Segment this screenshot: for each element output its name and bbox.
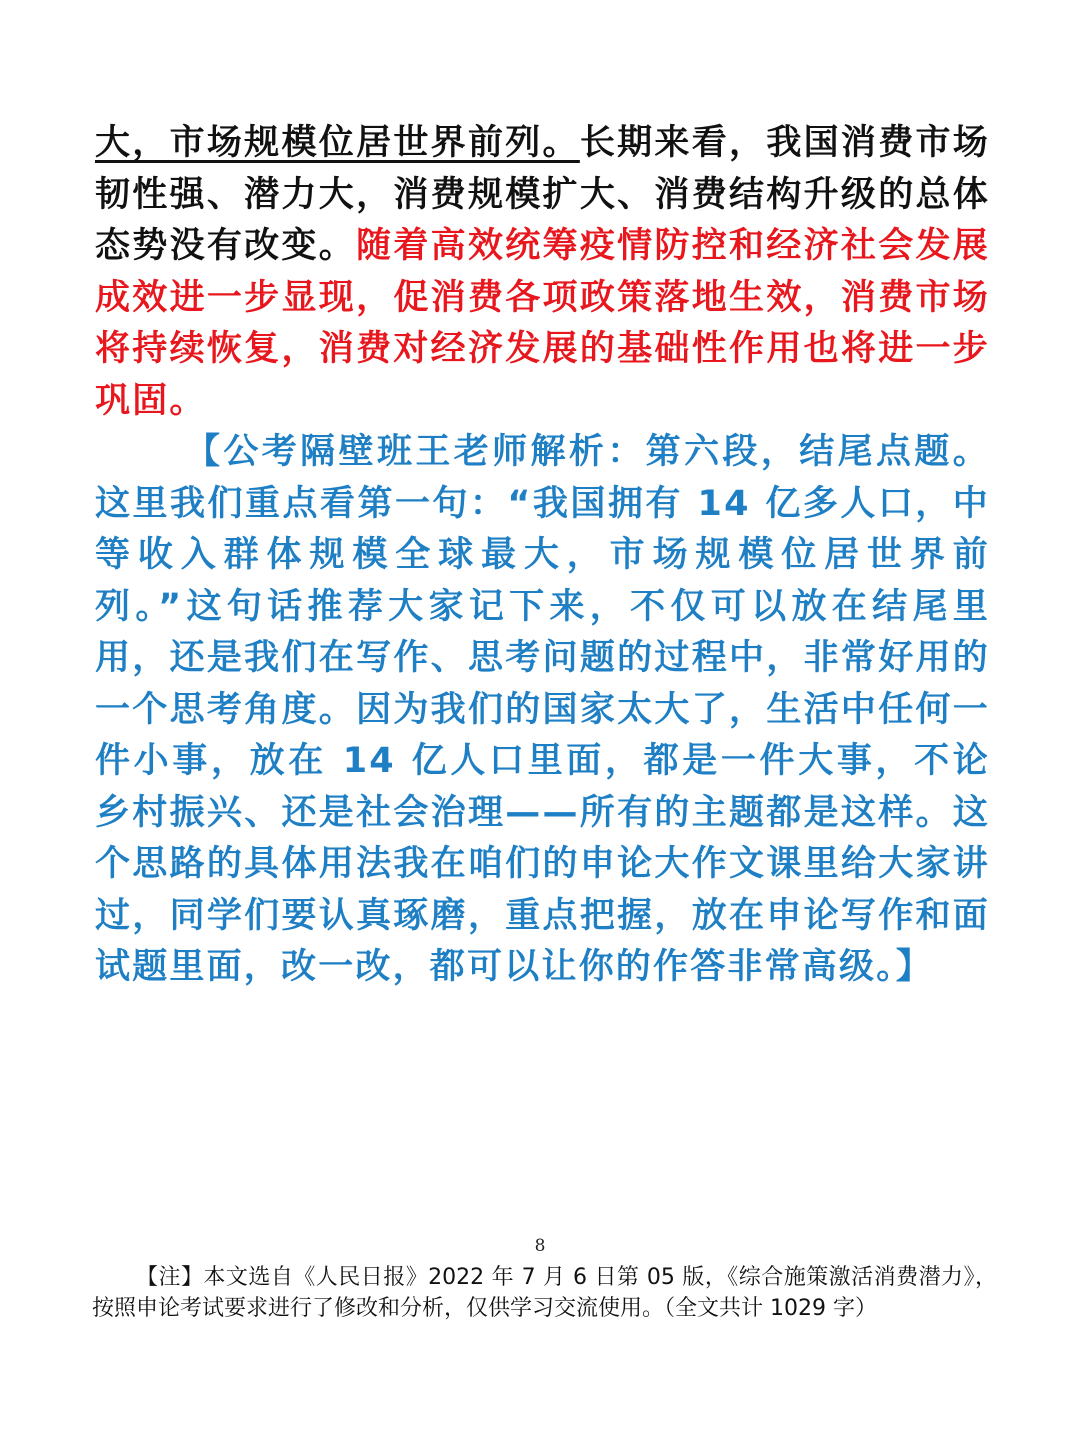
- page-number: 8: [534, 1236, 546, 1256]
- highlighted-sentence: 随着高效统筹疫情防控和经济社会发展成效进一步显现，促消费各项政策落地生效，消费市场将持续恢复，消费对经济发展的基础性作用也将进一步巩固。: [95, 226, 991, 421]
- teacher-analysis: 【公考隔壁班王老师解析：第六段，结尾点题。这里我们重点看第一句：“我国拥有 14 亿多人口，中等收入群体规模全球最大，市场规模位居世界前列。”这句话推荐大家记下来，不仅可以放在结尾里用，还是我们在写作、思考问题的过程中，非常好用的一个思考角度。因为我们的国家太大了，生活中任何一件小事，放在 14 亿人口里面，都是一件大事，不论乡村振兴、还是社会治理——所有的主题都是这样。这个思路的具体用法我在咱们的申论大作文课里给大家讲过，同学们要认真琢磨，重点把握，放在申论写作和面试题里面，改一改，都可以让你的作答非常高级。】: [95, 432, 990, 987]
- body-sentence: 长期来看，我国消费市场韧性强、潜力大，消费规模扩大、消费结构升级的总体态势没有改变。: [95, 123, 990, 266]
- paragraph-conclusion: [95, 118, 990, 427]
- source-note: 【注】本文选自《人民日报》2022 年 7 月 6 日第 05 版，《综合施策激活消费潜力》，按照申论考试要求进行了修改和分析，仅供学习交流使用。（全文共计 1029 字）: [92, 1265, 997, 1321]
- article-content: [95, 118, 990, 994]
- underlined-sentence: 大，市场规模位居世界前列。: [95, 123, 580, 163]
